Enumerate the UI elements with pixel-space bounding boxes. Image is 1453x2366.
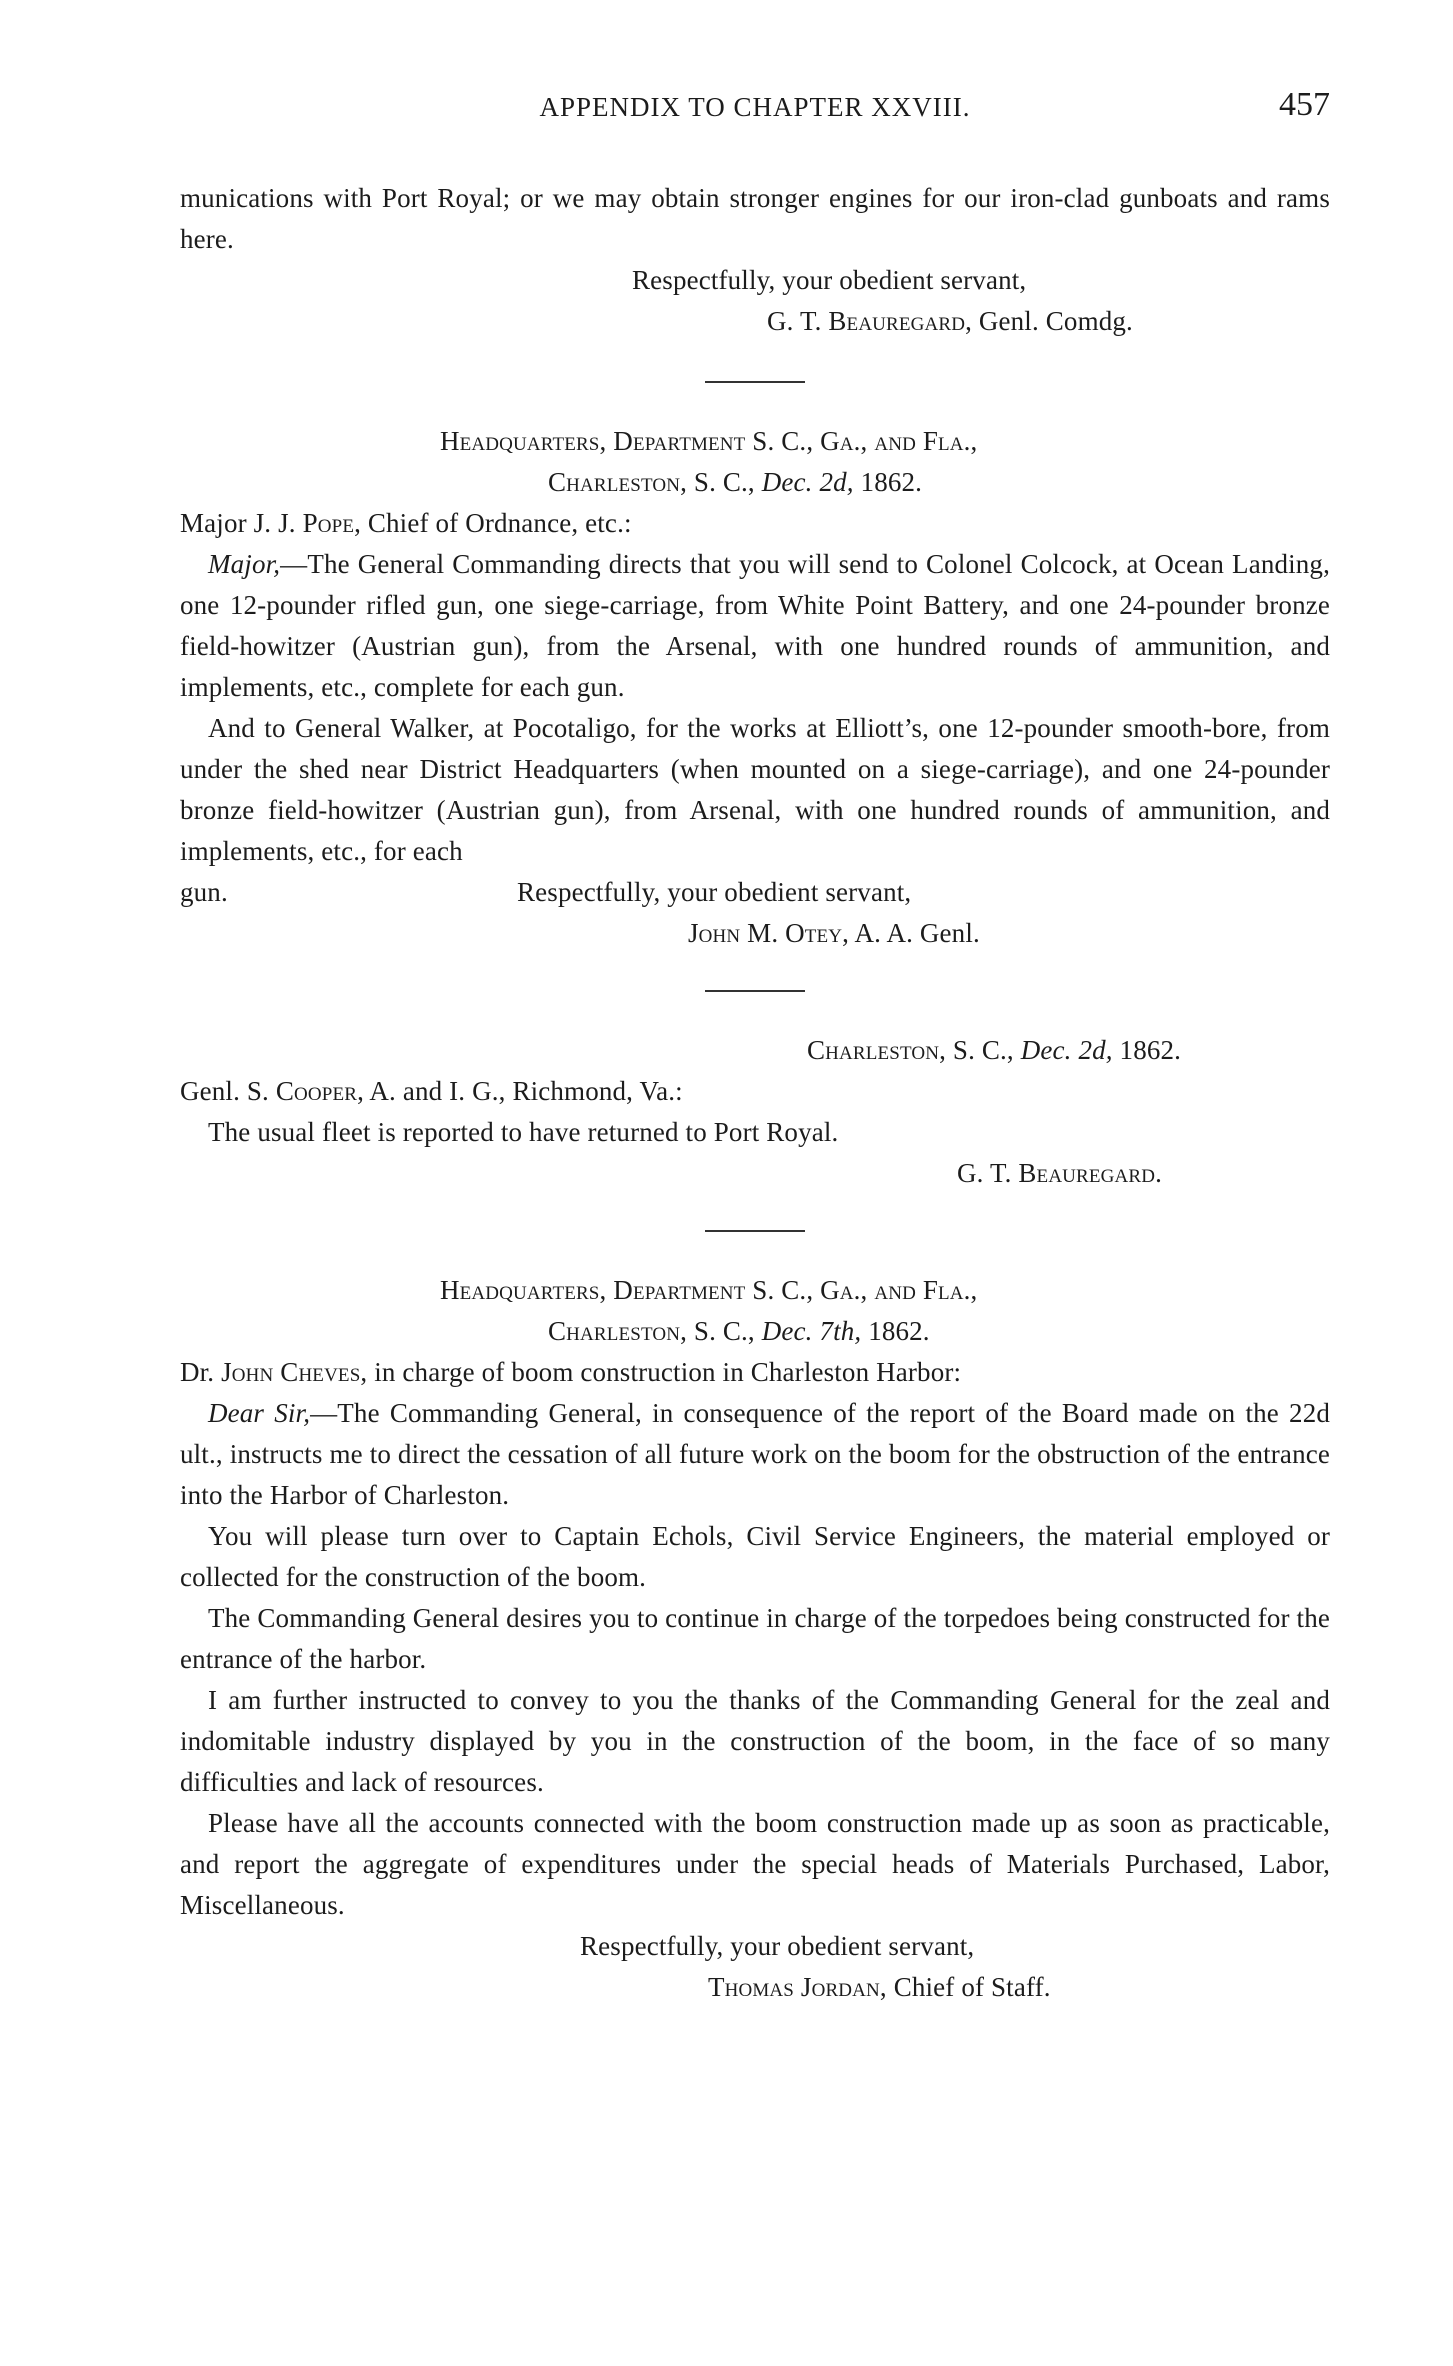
signature-rank: , A. A. Genl. — [842, 918, 980, 948]
letter-dateline — [180, 462, 1330, 503]
running-head: APPENDIX TO CHAPTER XXVIII. — [539, 92, 971, 122]
addressee-suffix: , A. and I. G., Richmond, Va.: — [357, 1076, 683, 1106]
place: Charleston — [807, 1035, 940, 1065]
letter-pope — [180, 421, 1330, 954]
heading-line: Headquarters, Department S. C., Ga., and Fla., — [440, 426, 978, 456]
heading-line: Headquarters, Department S. C., Ga., and Fla., — [440, 1275, 978, 1305]
letter-dateline — [180, 1311, 1330, 1352]
signature-name: G. T. Beauregard. — [957, 1158, 1162, 1188]
paragraph-text: —The General Commanding directs that you will send to Colonel Colcock, at Ocean Landing, one 12-pounder rifled gun, one siege-carriage, from White Point Battery, and one 24-pounder bronze field-howitzer (Austrian gun), from the Arsenal, with one hundred rounds of ammunition, and implements, etc., complete for each gun. — [180, 549, 1330, 702]
paragraph-text: —The Commanding General, in consequence of the report of the Board made on the 22d ult., instructs me to direct the cessation of all future work on the boom for the obstruction of the entrance into the Harbor of Charleston. — [180, 1398, 1330, 1510]
paragraph: And to General Walker, at Pocotaligo, for the works at Elliott’s, one 12-pounder smooth-bore, from under the shed near District Headquarters (when mounted on a siege-carriage), and one 24-pounder bronze field-howitzer (Austrian gun), from Arsenal, with one hundred rounds of ammunition, and implements, etc., for each — [180, 713, 1330, 866]
place: Charleston — [548, 1316, 681, 1346]
state: , S. C., — [680, 1316, 762, 1346]
paragraph: I am further instructed to convey to you the thanks of the Commanding General for the zeal and indomitable industry displayed by you in the construction of the boom, in the face of so many difficulties and lack of resources. — [180, 1685, 1330, 1797]
continuation-text: munications with Port Royal; or we may obtain stronger engines for our iron-clad gunboats and rams here. — [180, 183, 1330, 254]
date: Dec. 2d, — [1020, 1035, 1113, 1065]
paragraph: Please have all the accounts connected with the boom construction made up as soon as practicable, and report the aggregate of expenditures under the special heads of Materials Purchased, Labor, Miscellaneous. — [180, 1808, 1330, 1920]
letter-heading — [180, 1270, 1330, 1311]
paragraph — [180, 1393, 1330, 1516]
signature — [180, 913, 1330, 954]
addressee-name: Pope — [302, 508, 355, 538]
paragraph-closing-line — [180, 872, 1330, 913]
addressee — [180, 1071, 1330, 1112]
letter-dateline — [180, 1030, 1330, 1071]
addressee — [180, 1352, 1330, 1393]
salutation: Major, — [208, 549, 281, 579]
signature-name: G. T. Beauregard — [767, 306, 966, 336]
signature-name: John M. Otey — [688, 918, 843, 948]
closing-text: Respectfully, your obedient servant, — [580, 1931, 975, 1961]
date: Dec. 7th, — [761, 1316, 862, 1346]
signature-rank: , Genl. Comdg. — [965, 306, 1133, 336]
signature-name: Thomas Jordan — [708, 1972, 880, 2002]
closing — [180, 1926, 1330, 1967]
year: 1862. — [1112, 1035, 1182, 1065]
date: Dec. 2d, — [761, 467, 854, 497]
addressee-name: John Cheves — [221, 1357, 361, 1387]
paragraph-last-word: gun. — [180, 877, 228, 907]
paragraph: The usual fleet is reported to have returned to Port Royal. — [208, 1117, 839, 1147]
signature — [180, 1153, 1330, 1194]
page-number: 457 — [1279, 86, 1330, 123]
addressee-prefix: Genl. S. — [180, 1076, 276, 1106]
closing-text: Respectfully, your obedient servant, — [632, 265, 1027, 295]
state: , S. C., — [939, 1035, 1021, 1065]
paragraph: You will please turn over to Captain Echols, Civil Service Engineers, the material employed or collected for the construction of the boom. — [180, 1521, 1330, 1592]
letter-cooper — [180, 1030, 1330, 1194]
year: 1862. — [861, 1316, 930, 1346]
closing — [180, 260, 1330, 301]
addressee-suffix: , in charge of boom construction in Charleston Harbor: — [360, 1357, 962, 1387]
addressee-suffix: , Chief of Ordnance, etc.: — [354, 508, 632, 538]
section-divider — [705, 990, 805, 992]
state: , S. C., — [680, 467, 762, 497]
addressee-prefix: Major J. J. — [180, 508, 303, 538]
year: 1862. — [853, 467, 923, 497]
letter-continuation — [180, 178, 1330, 342]
signature — [180, 1967, 1330, 2008]
signature — [180, 301, 1330, 342]
section-divider — [705, 1230, 805, 1232]
section-divider — [705, 381, 805, 383]
closing-text: Respectfully, your obedient servant, — [517, 877, 912, 907]
letter-cheves — [180, 1270, 1330, 2008]
paragraph — [180, 544, 1330, 708]
addressee — [180, 503, 1330, 544]
salutation: Dear Sir, — [208, 1398, 311, 1428]
letter-heading — [180, 421, 1330, 462]
paragraph: The Commanding General desires you to continue in charge of the torpedoes being constructed for the entrance of the harbor. — [180, 1603, 1330, 1674]
addressee-prefix: Dr. — [180, 1357, 222, 1387]
addressee-name: Cooper — [275, 1076, 358, 1106]
place: Charleston — [548, 467, 681, 497]
signature-rank: , Chief of Staff. — [879, 1972, 1051, 2002]
page-header — [180, 86, 1330, 142]
page-body — [180, 178, 1330, 2008]
